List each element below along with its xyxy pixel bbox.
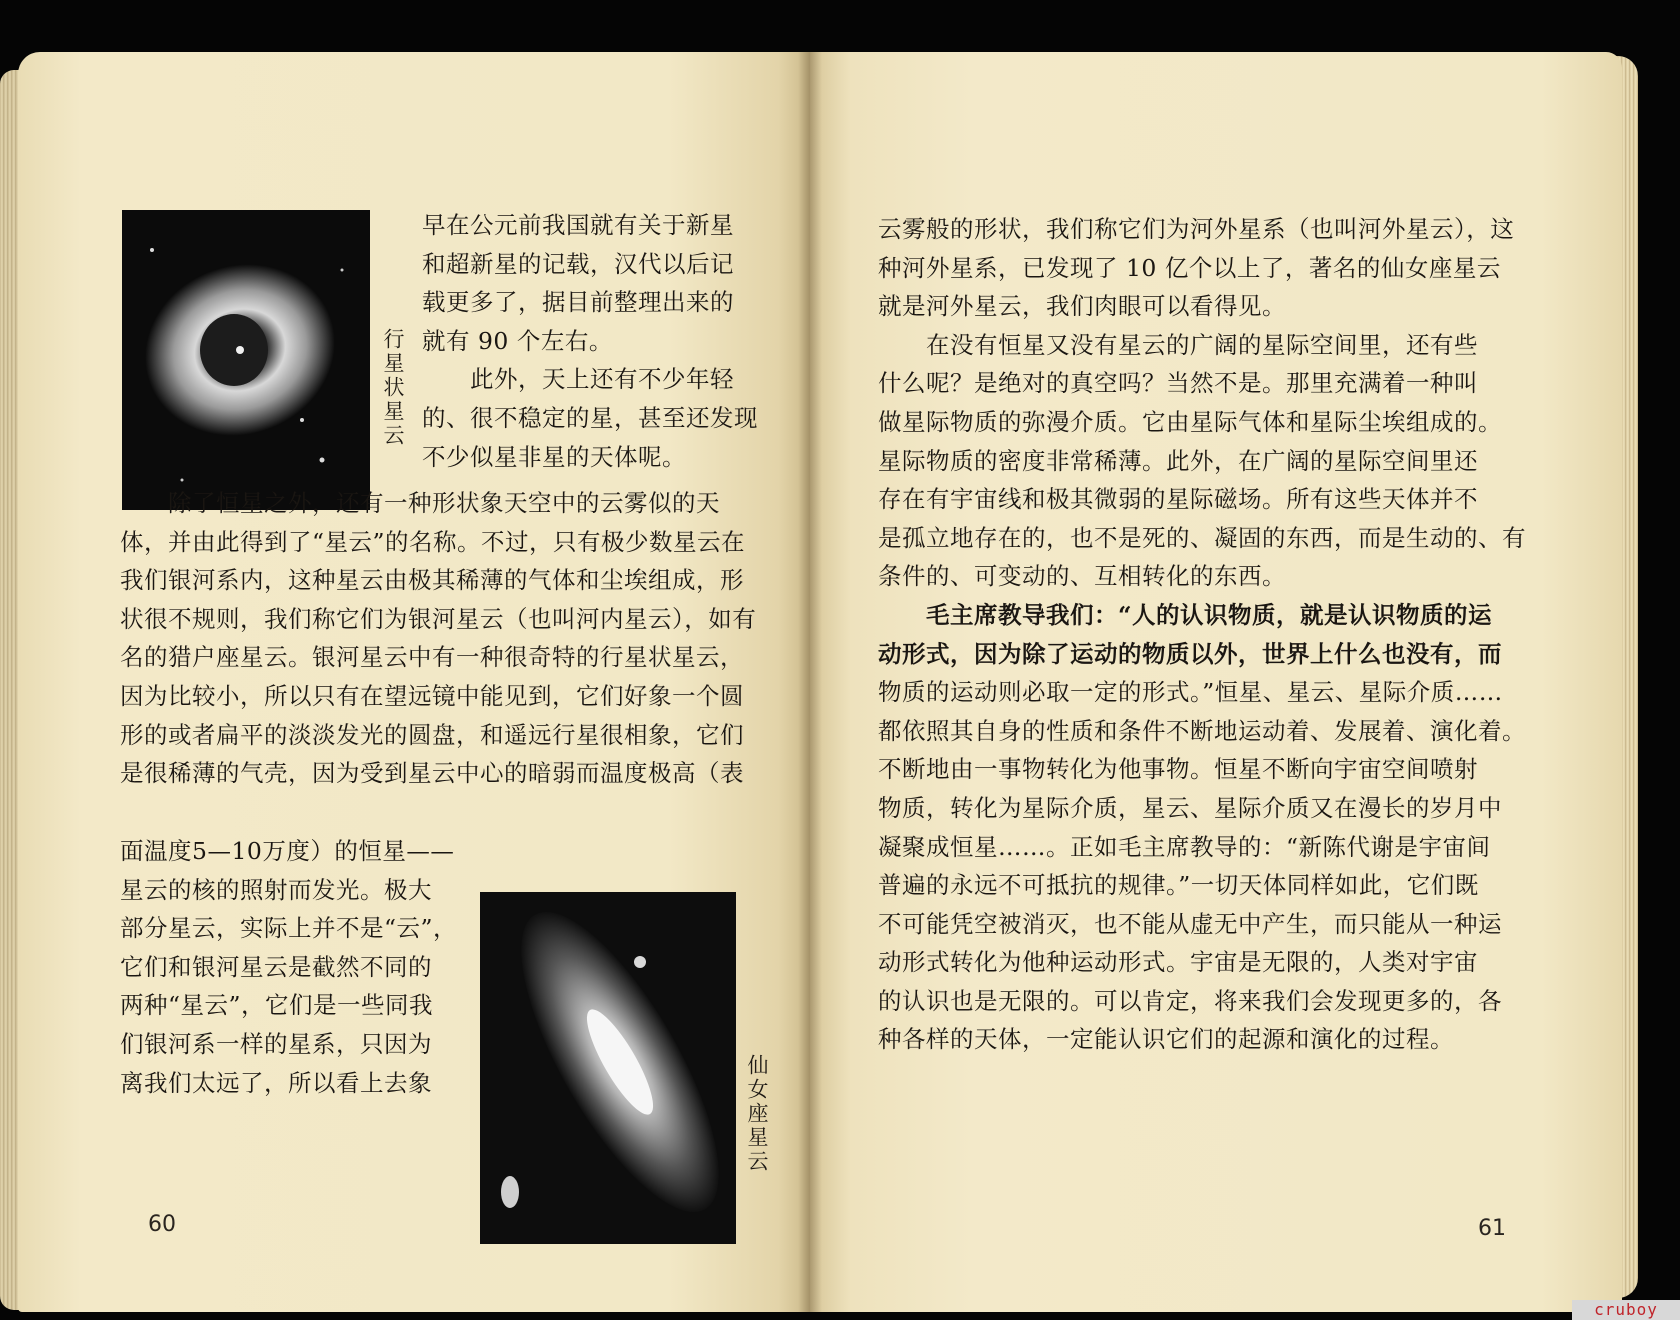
text-line: 星云的核的照射而发光。极大 xyxy=(120,875,432,904)
text-line: 星际物质的密度非常稀薄。此外，在广阔的星际空间里还 xyxy=(878,446,1478,475)
text-line: 载更多了，据目前整理出来的 xyxy=(422,288,734,317)
text-line: 离我们太远了，所以看上去象 xyxy=(120,1068,432,1097)
page-number-left: 60 xyxy=(148,1212,176,1237)
text-line: 凝聚成恒星……。正如毛主席教导的：“新陈代谢是宇宙间 xyxy=(878,832,1491,861)
andromeda-galaxy-photo xyxy=(480,892,736,1244)
text-line: 不断地由一事物转化为他事物。恒星不断向宇宙空间喷射 xyxy=(878,755,1478,784)
text-line: 们银河系一样的星系，只因为 xyxy=(120,1029,432,1058)
book-gutter xyxy=(798,52,822,1312)
text-line: 做星际物质的弥漫介质。它由星际气体和星际尘埃组成的。 xyxy=(878,407,1502,436)
text-line: 早在公元前我国就有关于新星 xyxy=(422,211,734,239)
text-line: 就有 90 个左右。 xyxy=(422,326,613,355)
text-line: 是孤立地存在的，也不是死的、凝固的东西，而是生动的、有 xyxy=(878,523,1526,552)
text-line: 此外，天上还有不少年轻 xyxy=(422,365,734,394)
text-line: 都依照其自身的性质和条件不断地运动着、发展着、演化着。 xyxy=(878,716,1526,745)
right-page xyxy=(810,52,1622,1312)
text-line: 它们和银河星云是截然不同的 xyxy=(120,952,432,981)
text-line: 形的或者扁平的淡淡发光的圆盘，和遥远行星很相象，它们 xyxy=(120,720,744,749)
text-line: 不可能凭空被消灭，也不能从虚无中产生，而只能从一种运 xyxy=(878,909,1502,938)
text-line: 状很不规则，我们称它们为银河星云（也叫河内星云），如有 xyxy=(120,604,757,633)
text-line: 条件的、可变动的、互相转化的东西。 xyxy=(878,562,1286,591)
text-line: 除了恒星之外，还有一种形状象天空中的云雾似的天 xyxy=(120,489,720,517)
figure-1-caption: 行星状星云 xyxy=(381,328,405,448)
left-page xyxy=(18,52,810,1312)
text-line: 毛主席教导我们：“人的认识物质，就是认识物质的运 xyxy=(878,600,1493,629)
left-top-text xyxy=(422,206,804,476)
right-page-text xyxy=(878,210,1574,1059)
figure-2-caption: 仙女座星云 xyxy=(745,1054,769,1174)
text-line: 物质，转化为星际介质，星云、星际介质又在漫长的岁月中 xyxy=(878,793,1502,822)
left-bottom-text xyxy=(120,832,480,1102)
text-line: 不少似星非星的天体呢。 xyxy=(422,442,686,471)
watermark: cruboy xyxy=(1572,1300,1680,1320)
text-line: 在没有恒星又没有星云的广阔的星际空间里，还有些 xyxy=(878,330,1478,359)
text-line: 什么呢？是绝对的真空吗？当然不是。那里充满着一种叫 xyxy=(878,369,1478,398)
text-line: 面温度5—10万度）的恒星—— xyxy=(120,837,455,865)
text-line: 云雾般的形状，我们称它们为河外星系（也叫河外星云），这 xyxy=(878,215,1515,243)
text-line: 两种“星云”，它们是一些同我 xyxy=(120,991,434,1020)
text-line: 我们银河系内，这种星云由极其稀薄的气体和尘埃组成，形 xyxy=(120,566,744,595)
text-line: 的认识也是无限的。可以肯定，将来我们会发现更多的，各 xyxy=(878,986,1502,1015)
text-line: 种河外星系，已发现了 10 亿个以上了，著名的仙女座星云 xyxy=(878,253,1501,282)
left-main-text xyxy=(120,484,780,793)
text-line: 物质的运动则必取一定的形式。”恒星、星云、星际介质…… xyxy=(878,678,1503,707)
text-line: 是很稀薄的气壳，因为受到星云中心的暗弱而温度极高（表 xyxy=(120,759,744,788)
text-line: 和超新星的记载，汉代以后记 xyxy=(422,249,734,278)
text-line: 的、很不稳定的星，甚至还发现 xyxy=(422,403,758,432)
text-line: 因为比较小，所以只有在望远镜中能见到，它们好象一个圆 xyxy=(120,681,744,710)
planetary-nebula-image xyxy=(122,210,370,510)
text-line: 动形式，因为除了运动的物质以外，世界上什么也没有，而 xyxy=(878,639,1502,668)
page-number-right: 61 xyxy=(1478,1216,1506,1241)
andromeda-galaxy-image xyxy=(480,892,736,1244)
text-line: 体，并由此得到了“星云”的名称。不过，只有极少数星云在 xyxy=(120,527,746,556)
text-line: 存在有宇宙线和极其微弱的星际磁场。所有这些天体并不 xyxy=(878,485,1478,514)
text-line: 部分星云，实际上并不是“云”， xyxy=(120,914,458,943)
text-line: 种各样的天体，一定能认识它们的起源和演化的过程。 xyxy=(878,1025,1454,1054)
text-line: 名的猎户座星云。银河星云中有一种很奇特的行星状星云， xyxy=(120,643,744,672)
planetary-nebula-photo xyxy=(122,210,370,510)
text-line: 普遍的永远不可抵抗的规律。”一切天体同样如此，它们既 xyxy=(878,871,1479,900)
text-line: 就是河外星云，我们肉眼可以看得见。 xyxy=(878,292,1286,321)
text-line: 动形式转化为他种运动形式。宇宙是无限的，人类对宇宙 xyxy=(878,948,1478,977)
